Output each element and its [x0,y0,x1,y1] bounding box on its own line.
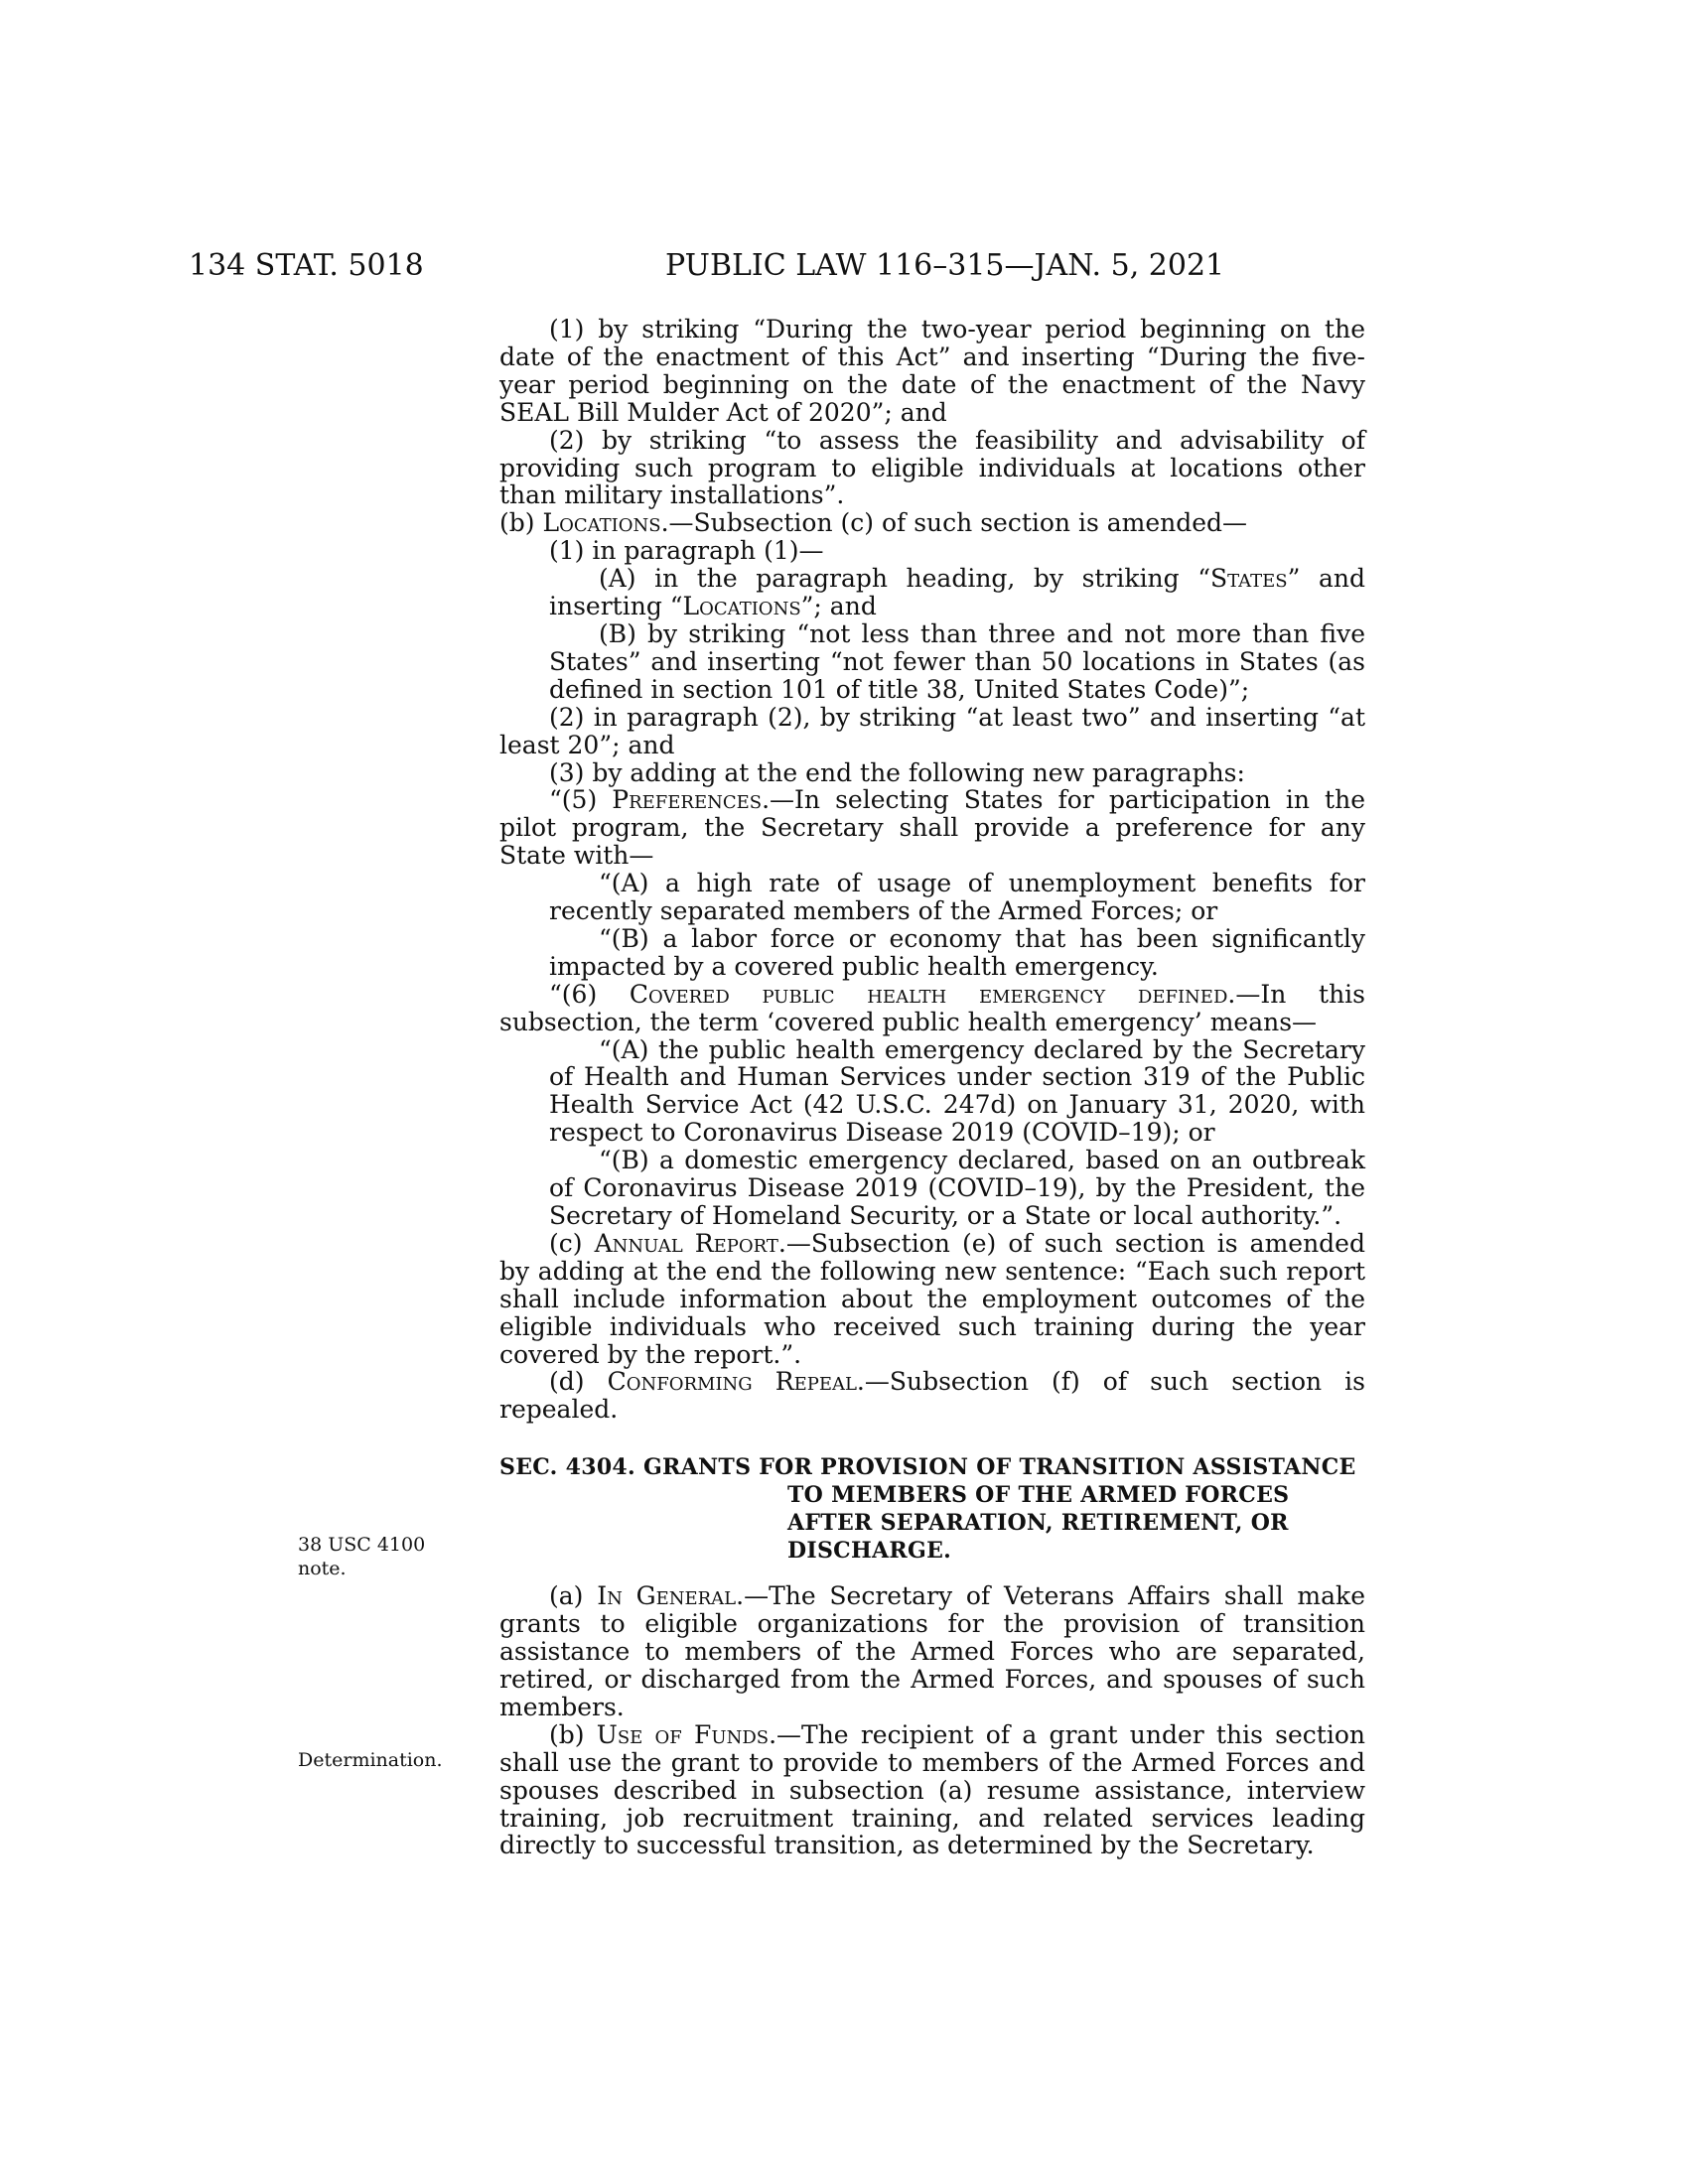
subsection-b: (b) Locations.—Subsection (c) of such section is amended— [499,508,1248,538]
stat-reference: 134 STAT. 5018 [189,248,424,283]
quoted-paragraph-5-B: “(B) a labor force or economy that has been significantly impacted by a covered public health emergency. [549,923,1365,981]
subsection-b-1-B: (B) by striking “not less than three and not more than five States” and inserting “not fewer than 50 locations in States (as defined in section 101 of title 38, United States Code)”; [549,618,1365,704]
subsection-b-1: (1) in paragraph (1)— [549,536,824,566]
paragraph-2: (2) by striking “to assess the feasibility and advisability of providing such program to eligible individuals at locations other than military installations”. [499,425,1365,510]
subsection-b-heading: Locations [542,508,661,538]
page-header [189,248,1360,288]
public-law-title: PUBLIC LAW 116–315—JAN. 5, 2021 [665,248,1225,283]
subsection-d: (d) Conforming Repeal.—Subsection (f) of such section is repealed. [499,1367,1365,1425]
subsection-b-1-A: (A) in the paragraph heading, by striking “States” and inserting “Locations”; and [549,564,1365,621]
section-4304-heading: SEC. 4304. GRANTS FOR PROVISION OF TRANSITION ASSISTANCE TO MEMBERS OF THE ARMED FORCES AFTER SEPARATION, RETIREMENT, OR DISCHARGE. [499,1454,1356,1565]
quoted-paragraph-5: “(5) Preferences.—In selecting States for participation in the pilot program, the Secretary shall provide a preference for any State with— [499,785,1366,871]
section-4304-a: (a) In General.—The Secretary of Veterans Affairs shall make grants to eligible organizations for the provision of transition assistance to members of the Armed Forces who are separated, retired, or discharged from the Armed Forces, and spouses of such members. [499,1581,1365,1721]
quoted-paragraph-6: “(6) Covered public health emergency defined.—In this subsection, the term ‘covered public health emergency’ means— [499,979,1366,1036]
subsection-c: (c) Annual Report.—Subsection (e) of such section is amended by adding at the end the following new sentence: “Each such report shall include information about the employment outcomes of the eligible individuals who received such training during the year covered by the report.”. [499,1228,1365,1369]
document-body [499,316,1365,1859]
quoted-paragraph-6-B: “(B) a domestic emergency declared, based on an outbreak of Coronavirus Disease 2019 (COVID–19), by the President, the Secretary of Homeland Security, or a State or local authority.”. [549,1146,1365,1230]
margin-note-usc: 38 USC 4100 note. [298,1534,426,1579]
margin-note-determination: Determination. [298,1749,443,1771]
subsection-b-3: (3) by adding at the end the following new paragraphs: [549,757,1245,787]
quoted-paragraph-6-A: “(A) the public health emergency declared by the Secretary of Health and Human Services under section 319 of the Public Health Service Act (42 U.S.C. 247d) on January 31, 2020, with respect to Coronavirus Disease 2019 (COVID–19); or [549,1034,1365,1148]
paragraph-1: (1) by striking “During the two-year period beginning on the date of the enactment of this Act” and inserting “During the five-year period beginning on the date of the enactment of the Navy SEAL Bill Mulder Act of 2020”; and [499,315,1365,427]
section-4304-b: (b) Use of Funds.—The recipient of a grant under this section shall use the grant to provide to members of the Armed Forces and spouses described in subsection (a) resume assistance, interview training, job recruitment training, and related services leading directly to successful transition, as determined by the Secretary. [499,1719,1365,1860]
subsection-b-2: (2) in paragraph (2), by striking “at least two” and inserting “at least 20”; and [499,702,1365,759]
quoted-paragraph-5-A: “(A) a high rate of usage of unemployment benefits for recently separated members of the Armed Forces; or [549,869,1365,926]
